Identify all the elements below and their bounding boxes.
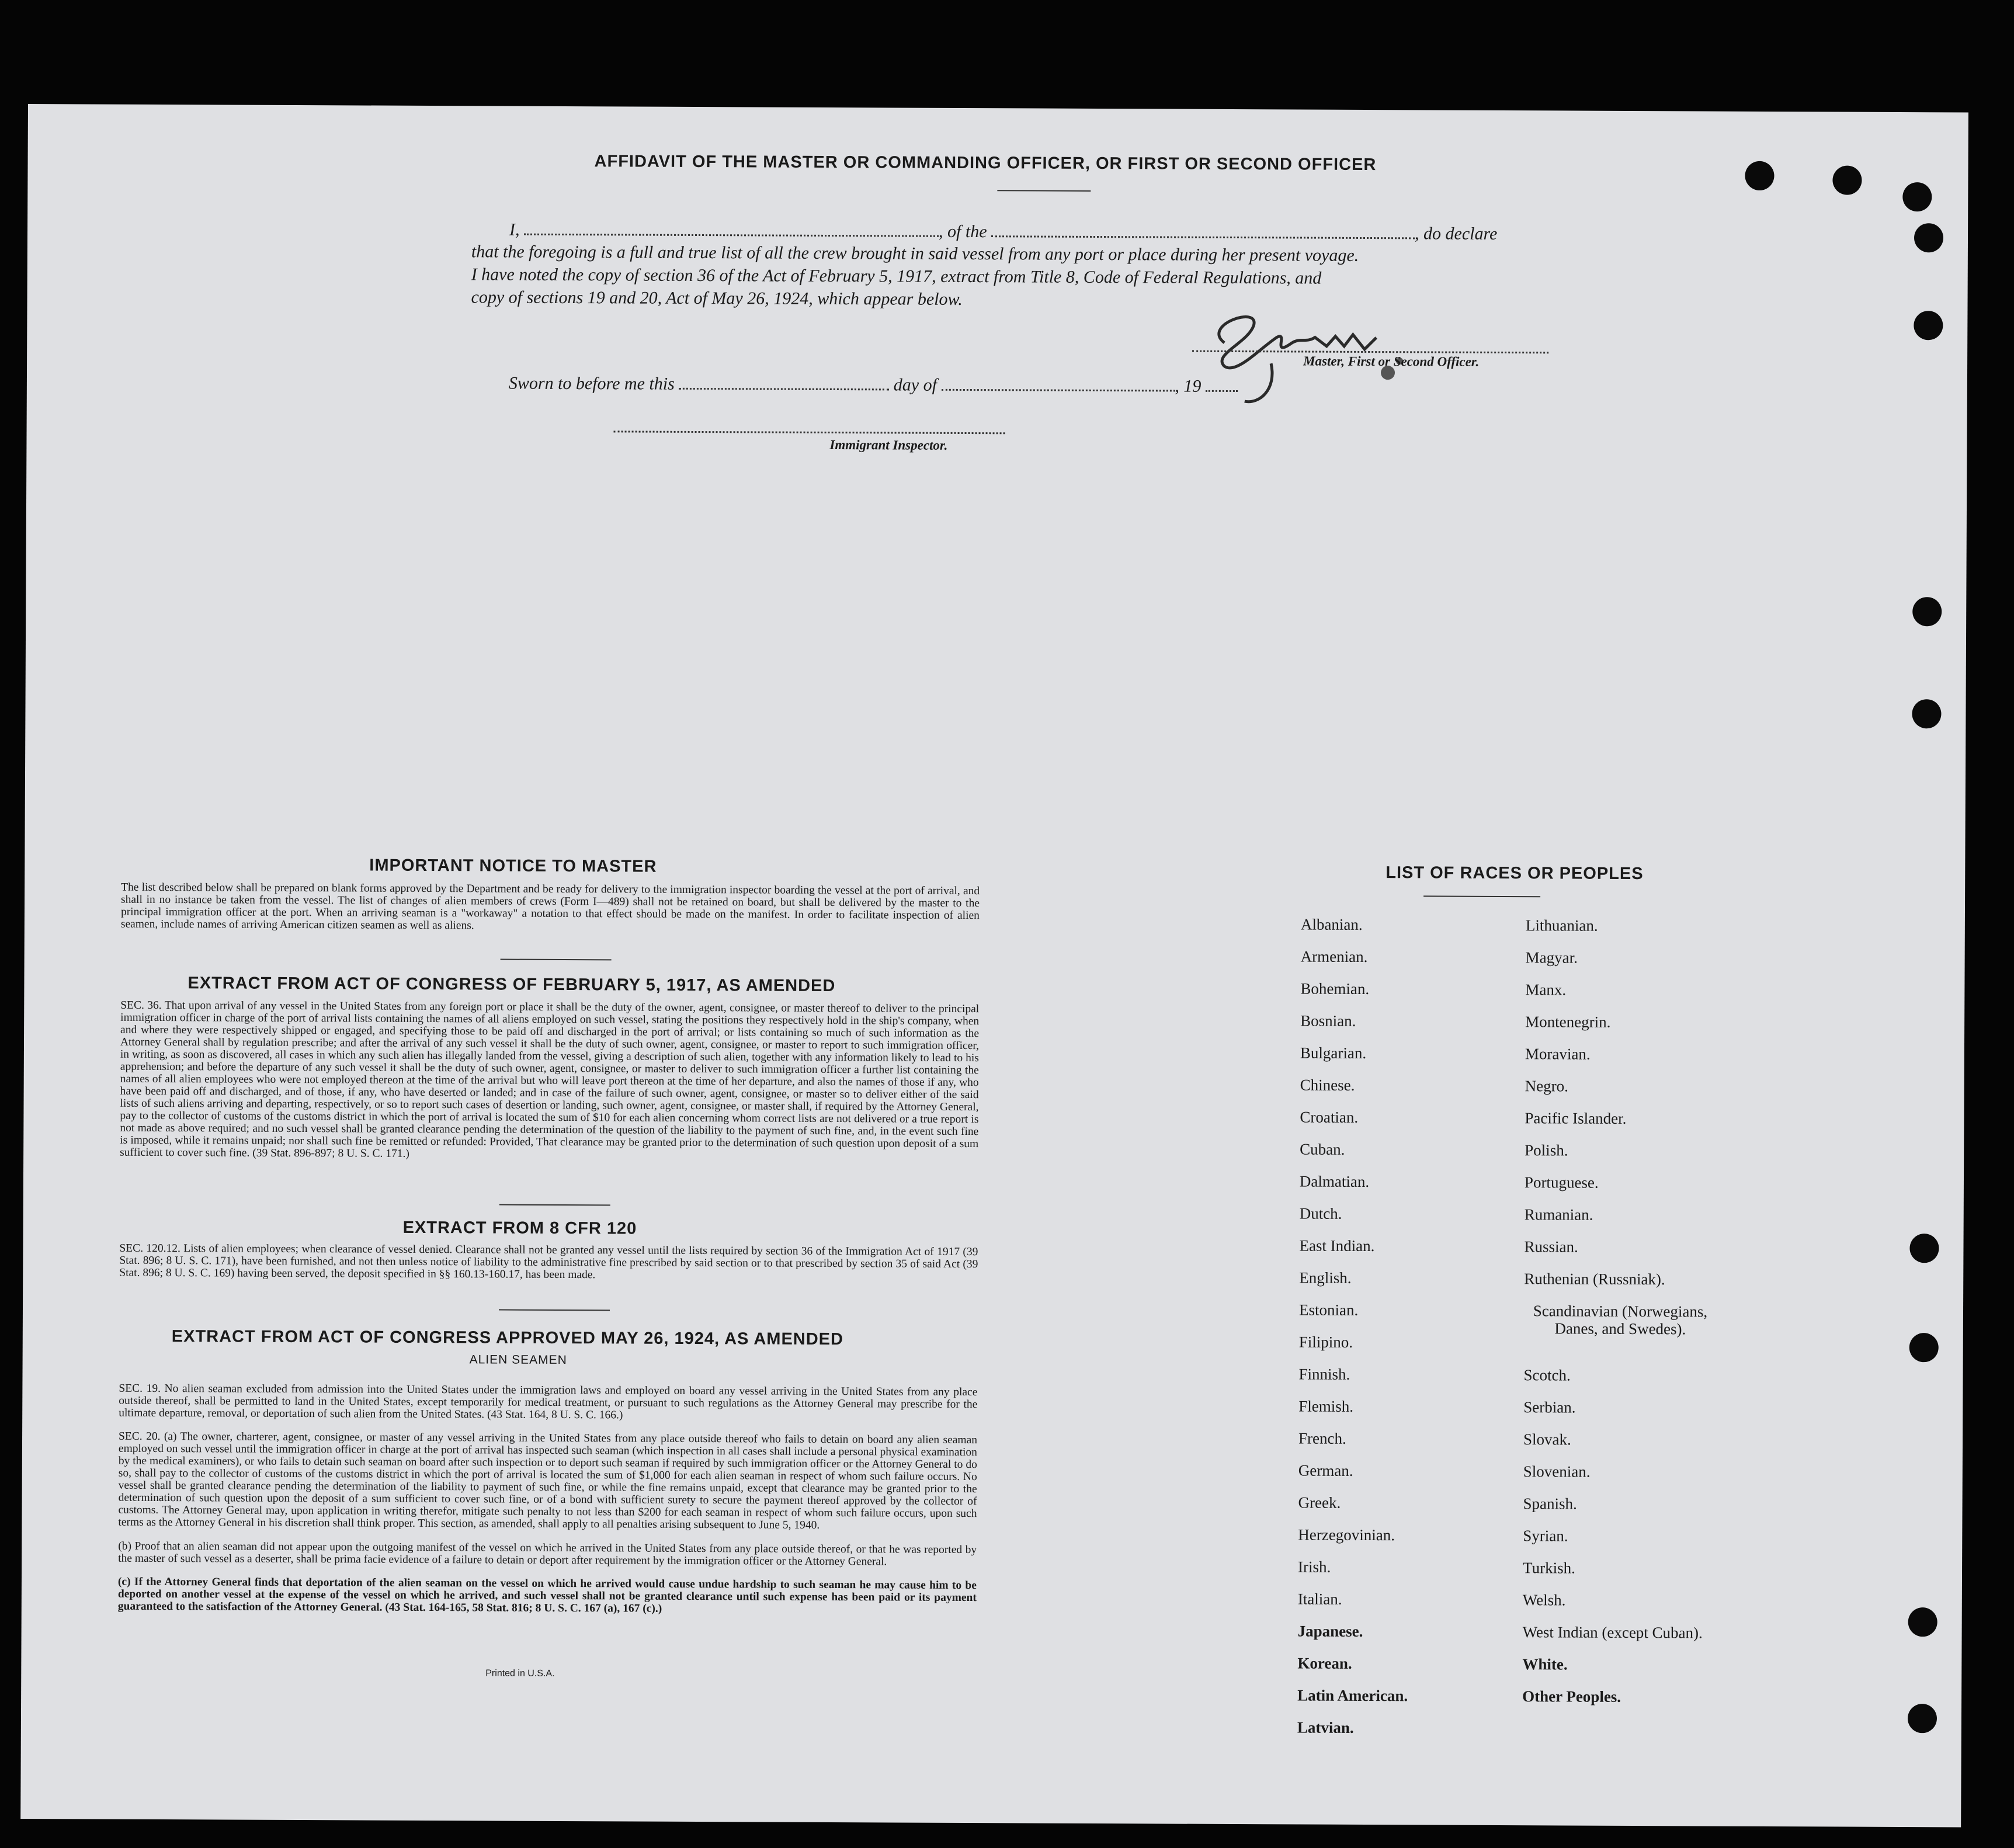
race-item: Dutch. — [1299, 1204, 1342, 1222]
race-item: Greek. — [1298, 1493, 1341, 1512]
punch-hole — [1912, 597, 1942, 626]
race-item: Scotch. — [1523, 1366, 1571, 1384]
race-item: Croatian. — [1300, 1108, 1359, 1126]
race-item: Montenegrin. — [1525, 1013, 1611, 1031]
affidavit-title: AFFIDAVIT OF THE MASTER OR COMMANDING OFFICER, OR FIRST OR SECOND OFFICER — [594, 152, 1377, 175]
punch-hole — [1908, 1704, 1937, 1733]
sworn-label: Sworn to before me this — [508, 373, 675, 394]
punch-hole — [1745, 161, 1774, 190]
race-item: Chinese. — [1300, 1076, 1355, 1094]
race-item: Slovak. — [1523, 1430, 1571, 1448]
inspector-label: Immigrant Inspector. — [829, 437, 948, 453]
declaration-line-4: copy of sections 19 and 20, Act of May 26, 1924, which appear below. — [471, 287, 963, 309]
race-item: Russian. — [1524, 1238, 1578, 1256]
race-item: Scandinavian (Norwegians, Danes, and Swedes). — [1533, 1302, 1708, 1338]
race-item: Dalmatian. — [1299, 1172, 1370, 1191]
punch-hole — [1909, 1333, 1939, 1362]
declaration-line-3: I have noted the copy of section 36 of the Act of February 5, 1917, extract from Title 8, Code of Federal Regulations, and — [471, 265, 1322, 288]
sec-20a: SEC. 20. (a) The owner, charterer, agent, consignee, or master of any vessel arriving in the United States from any place outside thereof who fails to detain on board any alien seaman employed on such vessel until the immigration officer in charge at the port of arrival has inspected such seaman (which inspection in all cases shall include a personal physical examination by the medical examiners), or who fails to detain such seaman on board after such inspection or to deport such seaman if required by such immigration officer or the Attorney General to do so, shall pay to the collector of customs of the customs district in which the port of arrival is located the sum of $1,000 for each alien seaman in respect of whom such failure occurs. No vessel shall be granted clearance pending the determination of the liability to payment of such fine, or while the fine remains unpaid, except that clearance may be granted prior to the determination of such question upon the deposit of a sum sufficient to cover such fine, or of a bond with sufficient surety to secure the payment thereof approved by the collector of customs. The Attorney General may, upon application in writing therefor, mitigate such penalty to not less than $200 for each seaman in respect of whom such failure occurs, upon such terms as the Attorney General in his discretion shall think proper. This section, as amended, shall apply to all penalties arising subsequent to June 5, 1940. — [118, 1430, 978, 1531]
race-item: Serbian. — [1523, 1398, 1576, 1416]
printed-in-usa: Printed in U.S.A. — [485, 1668, 555, 1679]
extract-1917-body: SEC. 36. That upon arrival of any vessel in the United States from any foreign port or place it shall be the duty of the owner, agent, consignee, or master thereof to deliver to the principal immigration officer in charge of the port of arrival lists containing the names of all aliens employed on such vessel, stating the positions they respectively hold in the ship's company, when and where they were respectively shipped or engaged, and specifying those to be paid off and discharged in the port of arrival; or lists containing so much of such information as the Attorney General shall by regulation prescribe; and after the arrival of any such vessel it shall be the duty of such owner, agent, consignee, or master to report to such immigration officer, in writing, as soon as discovered, all cases in which any such alien has illegally landed from the vessel, giving a description of such alien, together with any information likely to lead to his apprehension; and before the departure of any such vessel it shall be the duty of such owner, agent, consignee, or master to deliver to such immigration officer a further list containing the names of all alien employees who were not employed thereon at the time of the arrival but who will leave port thereon at the time of her departure, and also the names of those if any, who have been paid off and discharged, and of those, if any, who have deserted or landed; and in case of the failure of such owner, agent, consignee, or master so to deliver either of the said lists of such aliens arriving and departing, respectively, or so to report such cases of desertion or landing, such owner, agent, consignee, or master shall, if required by the Attorney General, pay to the collector of customs of the customs district in which the port of arrival is located the sum of $10 for each alien concerning whom correct lists are not delivered or a true report is not made as above required; and no such vessel shall be granted clearance pending the determination of the question of the liability to the payment of such fine, and, in the event such fine is imposed, while it remains unpaid; nor shall such fine be remitted or refunded: Provided, That clearance may be granted prior to the determination of such question upon deposit of a sum sufficient to cover such fine. (39 Stat. 896-897; 8 U. S. C. 171.) — [120, 999, 980, 1160]
race-item: Slovenian. — [1523, 1463, 1591, 1481]
race-item: Japanese. — [1297, 1622, 1363, 1640]
vessel-label: , of the — [938, 221, 987, 242]
divider — [501, 959, 612, 961]
race-item: Armenian. — [1300, 947, 1368, 966]
punch-hole — [1902, 182, 1932, 211]
race-item: East Indian. — [1299, 1236, 1375, 1255]
declarant-name-field[interactable] — [524, 234, 939, 237]
race-item: Herzegovinian. — [1298, 1526, 1395, 1544]
race-item: Korean. — [1297, 1654, 1352, 1672]
race-item: German. — [1298, 1461, 1353, 1479]
sec-20b: (b) Proof that an alien seaman did not appear upon the outgoing manifest of the vessel on which he arrived in the United States from any place outside thereof, or that he was reported by the master of such vessel as a deserter, shall be prima facie evidence of a failure to detain or deport after requirement by the immigration officer or the Attorney General. — [118, 1540, 977, 1568]
punch-hole — [1908, 1607, 1937, 1637]
race-item: Latin American. — [1297, 1686, 1408, 1705]
divider — [499, 1204, 610, 1206]
race-item: Bosnian. — [1300, 1012, 1356, 1030]
race-item: White. — [1522, 1655, 1568, 1673]
divider — [499, 1309, 610, 1311]
race-item: Bohemian. — [1300, 979, 1370, 998]
race-item: Ruthenian (Russniak). — [1524, 1270, 1665, 1288]
inspector-signature-line[interactable] — [614, 430, 1005, 434]
declaration-line-1 — [509, 220, 1584, 245]
alien-seamen-subtitle: ALIEN SEAMEN — [469, 1353, 567, 1367]
punch-hole — [1914, 311, 1943, 340]
race-item: Finnish. — [1298, 1365, 1350, 1383]
punch-hole — [1912, 699, 1941, 728]
race-item: Manx. — [1525, 981, 1567, 999]
day-of-label: day of — [893, 375, 937, 395]
race-item: English. — [1299, 1269, 1352, 1287]
punch-hole — [1832, 165, 1862, 194]
master-label: Master, First or Second Officer. — [1303, 353, 1480, 369]
punch-hole — [1909, 1234, 1939, 1263]
year-label: , 19 — [1175, 376, 1202, 396]
form-sheet — [20, 104, 1968, 1827]
race-item: Magyar. — [1525, 949, 1578, 967]
race-item: Cuban. — [1300, 1140, 1345, 1158]
declarant-label: I, — [509, 220, 520, 239]
sworn-year-field[interactable] — [1206, 390, 1238, 392]
race-item: Other Peoples. — [1522, 1687, 1621, 1705]
vessel-name-field[interactable] — [991, 235, 1415, 239]
extract-cfr-body: SEC. 120.12. Lists of alien employees; when clearance of vessel denied. Clearance shall not be granted any vessel until the lists required by section 36 of the Immigration Act of 1917 (39 Stat. 896; 8 U. S. C. 171), have been furnished, and not then unless notice of liability to the administrative fine prescribed by said section or to that prescribed by section 35 of said Act (39 Stat. 896; 8 U. S. C. 169) having been served, the deposit specified in §§ 160.13-160.17, has been made. — [119, 1242, 978, 1281]
race-item: Syrian. — [1523, 1527, 1568, 1545]
punch-hole — [1914, 223, 1943, 252]
race-item: French. — [1298, 1429, 1346, 1447]
sworn-day-field[interactable] — [679, 388, 889, 391]
race-item: Negro. — [1525, 1077, 1568, 1095]
race-item: Estonian. — [1298, 1301, 1359, 1319]
race-item: Lithuanian. — [1525, 916, 1598, 935]
title-underline — [997, 190, 1091, 192]
sworn-line — [509, 374, 1238, 397]
race-item: Polish. — [1525, 1141, 1568, 1159]
race-item: Irish. — [1298, 1558, 1331, 1576]
declare-label: , do declare — [1414, 224, 1498, 244]
notice-body: The list described below shall be prepared on blank forms approved by the Department and be ready for delivery to the immigration inspector boarding the vessel at the port of arrival, and shall in no instance be taken from the vessel. The list of changes of alien members of crews (Form I—489) shall not be retained on board, but shall be delivered by the master to the principal immigration officer at the port. When an arriving seaman is a "workaway" a notation to that effect should be made on the manifest. In order to facilitate inspection of alien seamen, include names of arriving American citizen seamen as well as aliens. — [120, 881, 980, 932]
race-item: Filipino. — [1298, 1333, 1353, 1351]
extract-1924-body — [118, 1371, 978, 1628]
race-item: Turkish. — [1523, 1559, 1575, 1577]
extract-1924-title: EXTRACT FROM ACT OF CONGRESS APPROVED MAY 26, 1924, AS AMENDED — [171, 1327, 844, 1349]
notice-title: IMPORTANT NOTICE TO MASTER — [369, 856, 657, 876]
sec-19: SEC. 19. No alien seaman excluded from admission into the United States under the immigration laws and employed on board any vessel arriving in the United States from any place outside thereof, shall be permitted to land in the United States, except temporarily for medical treatment, or pursuant to such regulations as the Attorney General may prescribe for the ultimate departure, removal, or deportation of such alien from the United States. (43 Stat. 164, 8 U. S. C. 166.) — [119, 1382, 978, 1421]
race-item: West Indian (except Cuban). — [1522, 1623, 1703, 1642]
race-item: Flemish. — [1298, 1397, 1354, 1415]
race-item: Bulgarian. — [1300, 1044, 1367, 1062]
race-item: Moravian. — [1525, 1045, 1591, 1063]
declaration-line-2: that the foregoing is a full and true list of all the crew brought in said vessel from any port or place during her present voyage. — [471, 242, 1359, 265]
race-item: Welsh. — [1522, 1591, 1566, 1609]
race-item: Portuguese. — [1524, 1173, 1599, 1192]
extract-1917-title: EXTRACT FROM ACT OF CONGRESS OF FEBRUARY 5, 1917, AS AMENDED — [187, 974, 836, 996]
race-item: Spanish. — [1523, 1495, 1577, 1513]
sworn-month-field[interactable] — [941, 389, 1175, 392]
race-item: Pacific Islander. — [1525, 1109, 1627, 1127]
races-underline — [1423, 895, 1540, 897]
race-item: Albanian. — [1300, 915, 1363, 933]
race-item: Italian. — [1297, 1590, 1342, 1608]
extract-cfr-title: EXTRACT FROM 8 CFR 120 — [402, 1218, 637, 1238]
race-item: Rumanian. — [1524, 1206, 1593, 1224]
sec-20c: (c) If the Attorney General finds that deportation of the alien seaman on the vessel on which he arrived would cause undue hardship to such seaman he may cause him to be deported on another vessel at the expense of the vessel on which he arrived, and such vessel shall not be granted clearance until such expense has been paid or its payment guaranteed to the satisfaction of the Attorney General. (43 Stat. 164-165, 58 Stat. 816; 8 U. S. C. 167 (a), 167 (c).) — [117, 1575, 977, 1615]
races-title: LIST OF RACES OR PEOPLES — [1386, 863, 1644, 884]
race-item: Latvian. — [1297, 1718, 1354, 1736]
